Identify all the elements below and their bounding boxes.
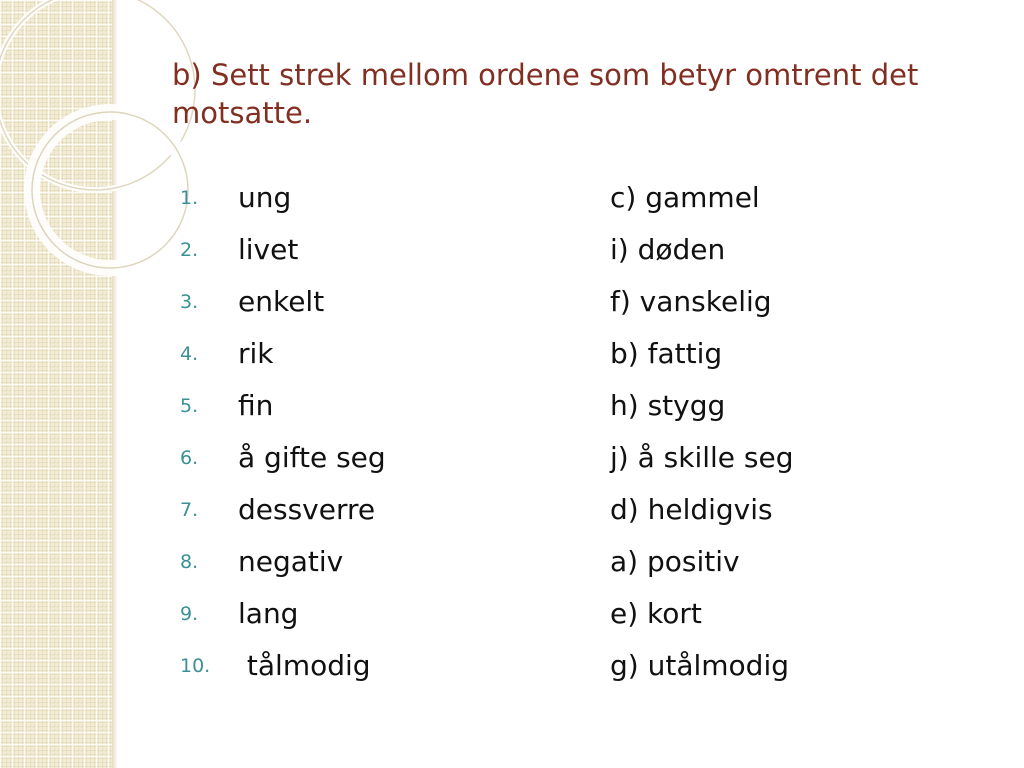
item-opposite: j) å skille seg (610, 441, 794, 474)
list-item (0, 332, 1024, 376)
item-number: 7. (180, 499, 199, 521)
list-item (0, 644, 1024, 688)
item-word: enkelt (238, 285, 325, 318)
item-opposite: h) stygg (610, 389, 726, 422)
item-word: ung (238, 181, 292, 214)
item-opposite: b) fattig (610, 337, 723, 370)
item-number: 8. (180, 551, 199, 573)
list-item (0, 436, 1024, 480)
list-item (0, 384, 1024, 428)
list-item (0, 540, 1024, 584)
slide-title: b) Sett strek mellom ordene som betyr omtrent det motsatte. (172, 58, 919, 130)
item-number: 4. (180, 343, 199, 365)
item-number: 5. (180, 395, 199, 417)
item-number: 3. (180, 291, 199, 313)
list-item (0, 176, 1024, 220)
item-word: fin (238, 389, 274, 422)
item-word: livet (238, 233, 299, 266)
list-item (0, 592, 1024, 636)
item-opposite: g) utålmodig (610, 649, 789, 682)
item-opposite: a) positiv (610, 545, 740, 578)
list-item (0, 228, 1024, 272)
item-number: 2. (180, 239, 199, 261)
item-word: tålmodig (238, 649, 371, 682)
item-number: 10. (180, 655, 211, 677)
item-word: å gifte seg (238, 441, 386, 474)
item-opposite: d) heldigvis (610, 493, 773, 526)
item-opposite: i) døden (610, 233, 726, 266)
item-word: rik (238, 337, 274, 370)
item-number: 1. (180, 187, 199, 209)
item-number: 6. (180, 447, 199, 469)
item-opposite: c) gammel (610, 181, 760, 214)
item-word: dessverre (238, 493, 376, 526)
list-item (0, 488, 1024, 532)
item-word: negativ (238, 545, 344, 578)
item-number: 9. (180, 603, 199, 625)
item-word: lang (238, 597, 299, 630)
item-opposite: f) vanskelig (610, 285, 772, 318)
list-item (0, 280, 1024, 324)
item-opposite: e) kort (610, 597, 702, 630)
